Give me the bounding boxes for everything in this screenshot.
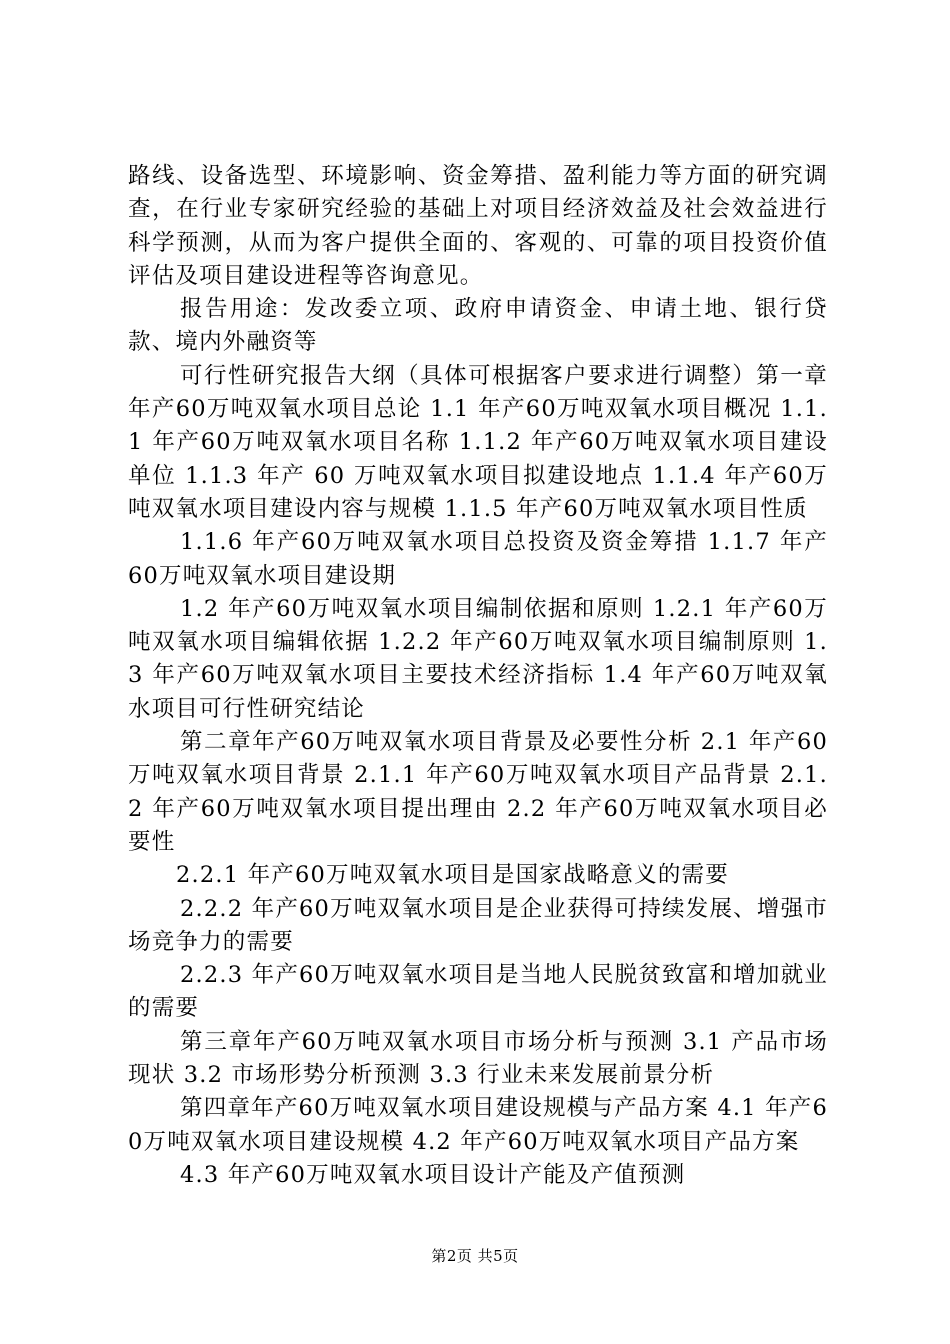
paragraph-outline-2-2-2: 2.2.2 年产60万吨双氧水项目是企业获得可持续发展、增强市场竞争力的需要 [128,895,828,955]
paragraph-outline-1-2: 1.2 年产60万吨双氧水项目编制依据和原则 1.2.1 年产60万吨双氧水项目编辑依据 1.2.2 年产60万吨双氧水项目编制原则 1.3 年产60万吨双氧水项目主要技术经济指标 1.4 年产60万吨双氧水项目可行性研究结论 [128,595,828,722]
paragraph-outline-chapter-4: 第四章年产60万吨双氧水项目建设规模与产品方案 4.1 年产60万吨双氧水项目建设规模 4.2 年产60万吨双氧水项目产品方案 [128,1095,828,1155]
paragraph-outline-chapter-3: 第三章年产60万吨双氧水项目市场分析与预测 3.1 产品市场现状 3.2 市场形势分析预测 3.3 行业未来发展前景分析 [128,1028,828,1089]
paragraph-research-scope: 路线、设备选型、环境影响、资金筹措、盈利能力等方面的研究调查，在行业专家研究经验的基础上对项目经济效益及社会效益进行科学预测，从而为客户提供全面的、客观的、可靠的项目投资价值评估及项目建设进程等咨询意见。 [128,163,828,289]
paragraph-outline-2-2-1: 2.2.1 年产60万吨双氧水项目是国家战略意义的需要 [176,862,729,889]
document-body [128,160,828,1192]
paragraph-report-purpose: 报告用途：发改委立项、政府申请资金、申请土地、银行贷款、境内外融资等 [128,296,828,356]
paragraph-outline-1-1-6: 1.1.6 年产60万吨双氧水项目总投资及资金筹措 1.1.7 年产60万吨双氧水项目建设期 [128,529,828,589]
paragraph-outline-4-3: 4.3 年产60万吨双氧水项目设计产能及产值预测 [180,1161,686,1188]
page-number-footer: 第2页 共5页 [431,1247,519,1265]
paragraph-outline-chapter-2: 第二章年产60万吨双氧水项目背景及必要性分析 2.1 年产60万吨双氧水项目背景 2.1.1 年产60万吨双氧水项目产品背景 2.1.2 年产60万吨双氧水项目提出理由 2.2 年产60万吨双氧水项目必要性 [128,729,828,855]
paragraph-outline-chapter-1: 可行性研究报告大纲（具体可根据客户要求进行调整）第一章年产60万吨双氧水项目总论 1.1 年产60万吨双氧水项目概况 1.1.1 年产60万吨双氧水项目名称 1.1.2 年产60万吨双氧水项目建设单位 1.1.3 年产 60 万吨双氧水项目拟建设地点 1.1.4 年产60万吨双氧水项目建设内容与规模 1.1.5 年产60万吨双氧水项目性质 [128,362,828,522]
paragraph-outline-2-2-3: 2.2.3 年产60万吨双氧水项目是当地人民脱贫致富和增加就业的需要 [128,962,828,1022]
